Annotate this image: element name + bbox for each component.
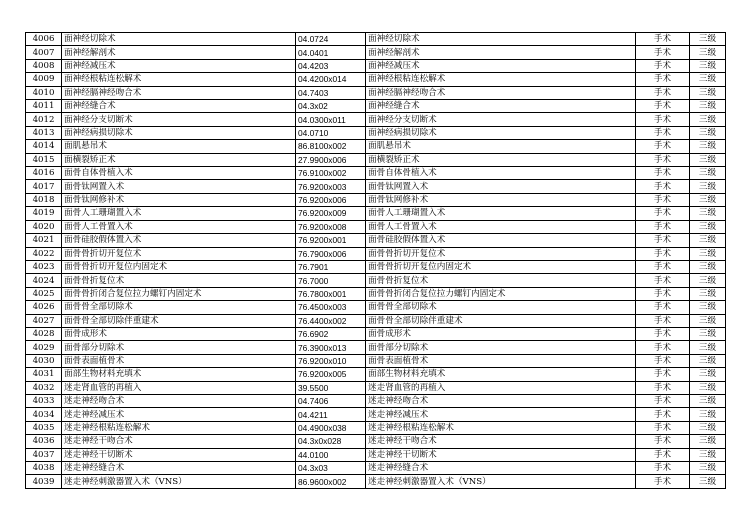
procedure-name-cell: 迷走神经减压术 <box>62 408 296 421</box>
level-cell: 三级 <box>690 421 726 434</box>
procedure-name-ref-cell: 面神经解剖术 <box>366 46 636 59</box>
procedure-name-cell: 面骨骨折切开复位内固定术 <box>62 260 296 273</box>
row-number-cell: 4019 <box>26 207 62 220</box>
procedure-name-ref-cell: 面骨骨折切开复位内固定术 <box>366 260 636 273</box>
table-row <box>26 167 726 180</box>
level-cell: 三级 <box>690 33 726 46</box>
table-row <box>26 207 726 220</box>
procedure-name-cell: 面横裂矫正术 <box>62 153 296 166</box>
procedure-code-cell: 04.0300x011 <box>296 113 366 126</box>
category-cell: 手术 <box>636 381 690 394</box>
procedure-name-cell: 面骨硅胶假体置入术 <box>62 234 296 247</box>
category-cell: 手术 <box>636 180 690 193</box>
category-cell: 手术 <box>636 462 690 475</box>
row-number-cell: 4026 <box>26 301 62 314</box>
procedure-name-ref-cell: 面骨骨折复位术 <box>366 274 636 287</box>
table-row <box>26 448 726 461</box>
category-cell: 手术 <box>636 287 690 300</box>
row-number-cell: 4037 <box>26 448 62 461</box>
table-row <box>26 140 726 153</box>
procedure-code-cell: 04.3x0x028 <box>296 435 366 448</box>
table-row <box>26 220 726 233</box>
category-cell: 手术 <box>636 327 690 340</box>
category-cell: 手术 <box>636 193 690 206</box>
procedure-code-cell: 76.9200x009 <box>296 207 366 220</box>
procedure-code-cell: 76.6902 <box>296 327 366 340</box>
procedure-code-cell: 76.9200x001 <box>296 234 366 247</box>
procedure-name-ref-cell: 面神经减压术 <box>366 59 636 72</box>
table-row <box>26 381 726 394</box>
level-cell: 三级 <box>690 327 726 340</box>
procedure-name-ref-cell: 面骨自体骨植入术 <box>366 167 636 180</box>
procedure-code-cell: 04.0710 <box>296 126 366 139</box>
level-cell: 三级 <box>690 234 726 247</box>
level-cell: 三级 <box>690 287 726 300</box>
table-row <box>26 100 726 113</box>
table-row <box>26 113 726 126</box>
procedure-name-cell: 面神经切除术 <box>62 33 296 46</box>
category-cell: 手术 <box>636 435 690 448</box>
procedure-name-cell: 面骨钛网置入术 <box>62 180 296 193</box>
level-cell: 三级 <box>690 59 726 72</box>
level-cell: 三级 <box>690 207 726 220</box>
procedure-code-cell: 86.8100x002 <box>296 140 366 153</box>
table-row <box>26 421 726 434</box>
row-number-cell: 4013 <box>26 126 62 139</box>
procedure-name-ref-cell: 面骨骨全部切除术 <box>366 301 636 314</box>
procedure-code-cell: 76.4500x003 <box>296 301 366 314</box>
procedure-code-cell: 04.4900x038 <box>296 421 366 434</box>
level-cell: 三级 <box>690 140 726 153</box>
category-cell: 手术 <box>636 100 690 113</box>
table-row <box>26 274 726 287</box>
category-cell: 手术 <box>636 408 690 421</box>
row-number-cell: 4038 <box>26 462 62 475</box>
level-cell: 三级 <box>690 153 726 166</box>
level-cell: 三级 <box>690 220 726 233</box>
procedure-code-cell: 44.0100 <box>296 448 366 461</box>
procedure-name-cell: 面骨骨折复位术 <box>62 274 296 287</box>
row-number-cell: 4017 <box>26 180 62 193</box>
level-cell: 三级 <box>690 86 726 99</box>
level-cell: 三级 <box>690 314 726 327</box>
procedure-name-cell: 面神经根粘连松解术 <box>62 73 296 86</box>
procedure-name-ref-cell: 迷走神经减压术 <box>366 408 636 421</box>
procedure-code-cell: 39.5500 <box>296 381 366 394</box>
procedure-name-cell: 面神经膈神经吻合术 <box>62 86 296 99</box>
procedure-name-cell: 面神经减压术 <box>62 59 296 72</box>
procedure-name-cell: 迷走神经根粘连松解术 <box>62 421 296 434</box>
procedure-name-ref-cell: 面部生物材料充填术 <box>366 368 636 381</box>
level-cell: 三级 <box>690 260 726 273</box>
row-number-cell: 4023 <box>26 260 62 273</box>
table-row <box>26 301 726 314</box>
procedure-code-cell: 04.4203 <box>296 59 366 72</box>
procedure-name-ref-cell: 面神经膈神经吻合术 <box>366 86 636 99</box>
row-number-cell: 4016 <box>26 167 62 180</box>
procedure-name-ref-cell: 面神经缝合术 <box>366 100 636 113</box>
category-cell: 手术 <box>636 448 690 461</box>
procedure-name-ref-cell: 迷走神经根粘连松解术 <box>366 421 636 434</box>
procedure-code-cell: 76.9200x008 <box>296 220 366 233</box>
table-row <box>26 73 726 86</box>
procedure-name-cell: 面神经缝合术 <box>62 100 296 113</box>
procedure-name-cell: 迷走神经刺激器置入术（VNS） <box>62 475 296 488</box>
procedure-name-ref-cell: 迷走神经干吻合术 <box>366 435 636 448</box>
category-cell: 手术 <box>636 234 690 247</box>
row-number-cell: 4008 <box>26 59 62 72</box>
procedure-table-body <box>26 33 726 489</box>
procedure-name-ref-cell: 面横裂矫正术 <box>366 153 636 166</box>
procedure-code-cell: 04.3x03 <box>296 462 366 475</box>
procedure-name-ref-cell: 面骨人工珊瑚置入术 <box>366 207 636 220</box>
category-cell: 手术 <box>636 274 690 287</box>
table-row <box>26 475 726 488</box>
procedure-table <box>25 32 726 489</box>
row-number-cell: 4030 <box>26 354 62 367</box>
row-number-cell: 4029 <box>26 341 62 354</box>
row-number-cell: 4025 <box>26 287 62 300</box>
row-number-cell: 4036 <box>26 435 62 448</box>
procedure-name-ref-cell: 面骨表面植骨术 <box>366 354 636 367</box>
row-number-cell: 4032 <box>26 381 62 394</box>
procedure-name-ref-cell: 面骨部分切除术 <box>366 341 636 354</box>
procedure-name-cell: 面神经解剖术 <box>62 46 296 59</box>
procedure-code-cell: 04.4211 <box>296 408 366 421</box>
procedure-code-cell: 76.3900x013 <box>296 341 366 354</box>
procedure-name-cell: 面肌悬吊术 <box>62 140 296 153</box>
procedure-name-ref-cell: 面骨骨全部切除伴重建术 <box>366 314 636 327</box>
level-cell: 三级 <box>690 341 726 354</box>
row-number-cell: 4033 <box>26 394 62 407</box>
row-number-cell: 4014 <box>26 140 62 153</box>
procedure-name-cell: 迷走肾血管的再植入 <box>62 381 296 394</box>
level-cell: 三级 <box>690 113 726 126</box>
procedure-name-cell: 面骨钛网修补术 <box>62 193 296 206</box>
procedure-name-cell: 迷走神经吻合术 <box>62 394 296 407</box>
procedure-name-ref-cell: 面肌悬吊术 <box>366 140 636 153</box>
row-number-cell: 4012 <box>26 113 62 126</box>
row-number-cell: 4018 <box>26 193 62 206</box>
level-cell: 三级 <box>690 368 726 381</box>
level-cell: 三级 <box>690 354 726 367</box>
procedure-name-cell: 面骨骨全部切除术 <box>62 301 296 314</box>
procedure-name-ref-cell: 面骨硅胶假体置入术 <box>366 234 636 247</box>
table-row <box>26 394 726 407</box>
procedure-code-cell: 27.9900x006 <box>296 153 366 166</box>
level-cell: 三级 <box>690 180 726 193</box>
procedure-code-cell: 76.9100x002 <box>296 167 366 180</box>
table-row <box>26 368 726 381</box>
row-number-cell: 4024 <box>26 274 62 287</box>
category-cell: 手术 <box>636 354 690 367</box>
procedure-code-cell: 86.9600x002 <box>296 475 366 488</box>
category-cell: 手术 <box>636 247 690 260</box>
table-row <box>26 193 726 206</box>
row-number-cell: 4034 <box>26 408 62 421</box>
table-row <box>26 153 726 166</box>
category-cell: 手术 <box>636 167 690 180</box>
procedure-name-cell: 面神经分支切断术 <box>62 113 296 126</box>
category-cell: 手术 <box>636 220 690 233</box>
procedure-name-ref-cell: 面骨人工骨置入术 <box>366 220 636 233</box>
procedure-code-cell: 76.7900x006 <box>296 247 366 260</box>
procedure-name-ref-cell: 面骨骨折闭合复位拉力螺钉内固定术 <box>366 287 636 300</box>
procedure-name-cell: 迷走神经干切断术 <box>62 448 296 461</box>
level-cell: 三级 <box>690 247 726 260</box>
table-row <box>26 59 726 72</box>
procedure-name-ref-cell: 面骨钛网修补术 <box>366 193 636 206</box>
procedure-name-ref-cell: 面神经根粘连松解术 <box>366 73 636 86</box>
table-row <box>26 234 726 247</box>
row-number-cell: 4031 <box>26 368 62 381</box>
row-number-cell: 4035 <box>26 421 62 434</box>
category-cell: 手术 <box>636 33 690 46</box>
procedure-code-cell: 76.9200x006 <box>296 193 366 206</box>
category-cell: 手术 <box>636 153 690 166</box>
row-number-cell: 4020 <box>26 220 62 233</box>
row-number-cell: 4039 <box>26 475 62 488</box>
category-cell: 手术 <box>636 73 690 86</box>
procedure-code-cell: 04.0401 <box>296 46 366 59</box>
table-row <box>26 287 726 300</box>
category-cell: 手术 <box>636 314 690 327</box>
level-cell: 三级 <box>690 46 726 59</box>
level-cell: 三级 <box>690 394 726 407</box>
category-cell: 手术 <box>636 140 690 153</box>
procedure-name-ref-cell: 面骨钛网置入术 <box>366 180 636 193</box>
table-row <box>26 408 726 421</box>
procedure-code-cell: 04.7403 <box>296 86 366 99</box>
category-cell: 手术 <box>636 368 690 381</box>
procedure-code-cell: 04.3x02 <box>296 100 366 113</box>
row-number-cell: 4027 <box>26 314 62 327</box>
table-row <box>26 462 726 475</box>
category-cell: 手术 <box>636 475 690 488</box>
procedure-code-cell: 76.7901 <box>296 260 366 273</box>
procedure-name-cell: 迷走神经缝合术 <box>62 462 296 475</box>
procedure-name-cell: 面骨骨折闭合复位拉力螺钉内固定术 <box>62 287 296 300</box>
category-cell: 手术 <box>636 126 690 139</box>
procedure-code-cell: 76.9200x003 <box>296 180 366 193</box>
procedure-code-cell: 04.0724 <box>296 33 366 46</box>
procedure-name-cell: 迷走神经干吻合术 <box>62 435 296 448</box>
row-number-cell: 4007 <box>26 46 62 59</box>
table-row <box>26 180 726 193</box>
procedure-name-ref-cell: 迷走神经缝合术 <box>366 462 636 475</box>
procedure-name-ref-cell: 迷走肾血管的再植入 <box>366 381 636 394</box>
row-number-cell: 4011 <box>26 100 62 113</box>
level-cell: 三级 <box>690 167 726 180</box>
category-cell: 手术 <box>636 421 690 434</box>
procedure-name-cell: 面骨成形术 <box>62 327 296 340</box>
procedure-name-ref-cell: 面神经病损切除术 <box>366 126 636 139</box>
procedure-name-ref-cell: 迷走神经刺激器置入术（VNS） <box>366 475 636 488</box>
level-cell: 三级 <box>690 193 726 206</box>
procedure-code-cell: 76.7000 <box>296 274 366 287</box>
row-number-cell: 4022 <box>26 247 62 260</box>
category-cell: 手术 <box>636 394 690 407</box>
row-number-cell: 4010 <box>26 86 62 99</box>
procedure-name-cell: 面骨骨折切开复位术 <box>62 247 296 260</box>
procedure-name-cell: 面神经病损切除术 <box>62 126 296 139</box>
procedure-name-ref-cell: 面骨骨折切开复位术 <box>366 247 636 260</box>
level-cell: 三级 <box>690 274 726 287</box>
procedure-code-cell: 04.4200x014 <box>296 73 366 86</box>
procedure-name-cell: 面骨部分切除术 <box>62 341 296 354</box>
table-row <box>26 247 726 260</box>
procedure-name-ref-cell: 迷走神经干切断术 <box>366 448 636 461</box>
table-row <box>26 46 726 59</box>
procedure-name-cell: 面骨自体骨植入术 <box>62 167 296 180</box>
procedure-name-cell: 面部生物材料充填术 <box>62 368 296 381</box>
category-cell: 手术 <box>636 59 690 72</box>
row-number-cell: 4009 <box>26 73 62 86</box>
table-row <box>26 33 726 46</box>
table-row <box>26 126 726 139</box>
category-cell: 手术 <box>636 260 690 273</box>
row-number-cell: 4006 <box>26 33 62 46</box>
procedure-name-cell: 面骨骨全部切除伴重建术 <box>62 314 296 327</box>
level-cell: 三级 <box>690 381 726 394</box>
level-cell: 三级 <box>690 126 726 139</box>
level-cell: 三级 <box>690 73 726 86</box>
row-number-cell: 4015 <box>26 153 62 166</box>
level-cell: 三级 <box>690 448 726 461</box>
category-cell: 手术 <box>636 113 690 126</box>
category-cell: 手术 <box>636 207 690 220</box>
procedure-code-cell: 76.9200x010 <box>296 354 366 367</box>
table-row <box>26 435 726 448</box>
procedure-name-ref-cell: 迷走神经吻合术 <box>366 394 636 407</box>
procedure-code-cell: 04.7406 <box>296 394 366 407</box>
row-number-cell: 4028 <box>26 327 62 340</box>
table-row <box>26 86 726 99</box>
table-row <box>26 327 726 340</box>
level-cell: 三级 <box>690 100 726 113</box>
procedure-name-cell: 面骨人工珊瑚置入术 <box>62 207 296 220</box>
procedure-name-ref-cell: 面骨成形术 <box>366 327 636 340</box>
procedure-name-ref-cell: 面神经分支切断术 <box>366 113 636 126</box>
procedure-name-ref-cell: 面神经切除术 <box>366 33 636 46</box>
table-row <box>26 354 726 367</box>
level-cell: 三级 <box>690 408 726 421</box>
level-cell: 三级 <box>690 435 726 448</box>
procedure-name-cell: 面骨表面植骨术 <box>62 354 296 367</box>
category-cell: 手术 <box>636 86 690 99</box>
procedure-name-cell: 面骨人工骨置入术 <box>62 220 296 233</box>
row-number-cell: 4021 <box>26 234 62 247</box>
table-row <box>26 314 726 327</box>
level-cell: 三级 <box>690 475 726 488</box>
table-row <box>26 260 726 273</box>
procedure-code-cell: 76.7800x001 <box>296 287 366 300</box>
table-row <box>26 341 726 354</box>
level-cell: 三级 <box>690 462 726 475</box>
category-cell: 手术 <box>636 301 690 314</box>
procedure-code-cell: 76.4400x002 <box>296 314 366 327</box>
level-cell: 三级 <box>690 301 726 314</box>
category-cell: 手术 <box>636 46 690 59</box>
category-cell: 手术 <box>636 341 690 354</box>
procedure-code-cell: 76.9200x005 <box>296 368 366 381</box>
